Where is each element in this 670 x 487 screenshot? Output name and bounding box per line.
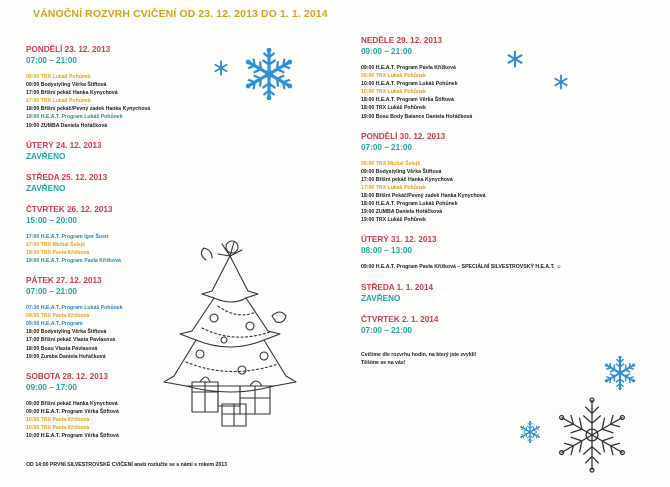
day-block: [361, 314, 661, 336]
class-entry: 18:00 Bodystyling Věrka Štiftová: [26, 329, 107, 336]
class-entry: 18:00 H.E.A.T. Program Věrka Štiftová: [361, 97, 454, 104]
closing-note: [361, 351, 601, 367]
class-entry: 19:00 Zumba Daniela Hořáčková: [26, 353, 106, 360]
christmas-tree-illustration: [152, 236, 307, 431]
day-heading: ÚTERÝ 24. 12. 2013: [26, 140, 102, 150]
class-entry: 19:00 Bosu Body Balance Daniela Hořáčková: [361, 113, 473, 120]
class-entry: 19:00 H.E.A.T. Program Pavla Křížková: [26, 257, 121, 264]
opening-hours: 07:00 – 21:00: [26, 287, 77, 297]
class-entry: 10:00 H.E.A.T. Program Věrka Štiftová: [26, 433, 119, 440]
class-entry: 10:00 TRX Pavla Křížková: [26, 424, 90, 431]
closed-status: ZAVŘENO: [361, 293, 401, 303]
schedule-right-column: [361, 35, 661, 346]
class-entry: 09:00 H.E.A.T. Program Věrka Štiftová: [26, 408, 119, 415]
class-entry: 09:00 TRX Michal Šelejš: [361, 160, 421, 167]
snowflake-outline-icon: [553, 396, 631, 474]
opening-hours: 15:00 – 20:00: [26, 215, 77, 225]
class-entry: 09:00 H.E.A.T. Program Pavla Křížková: [361, 65, 456, 71]
class-entry: 19:00 ZUMBA Daniela Hořáčková: [361, 209, 443, 216]
class-entry: 19:00 ZUMBA Daniela Hořáčková: [26, 122, 108, 129]
day-block: [361, 282, 661, 304]
class-entry: 18:00 Břišní pekáč/Pevný zadek Hanka Kynychová: [26, 106, 151, 113]
class-entry: 17:00 TRX Michal Šelejš: [26, 241, 86, 248]
day-heading: STŘEDA 25. 12. 2013: [26, 172, 108, 182]
snowflake-icon: [213, 60, 229, 76]
opening-hours: 07:00 – 21:00: [361, 142, 412, 152]
class-entry: 19:00 TRX Pavla Křížková: [26, 249, 90, 256]
opening-hours: 07:00 – 21:00: [361, 325, 412, 335]
class-entry: 09:00 TRX Lukáš Pohůnek: [361, 73, 426, 80]
opening-hours: 09:00 – 21:00: [361, 47, 412, 56]
closing-note-line: Těšíme se na vás!: [361, 360, 406, 366]
class-entry: 09:00 Bodystyling Věrka Štiftová: [361, 168, 442, 175]
closed-status: ZAVŘENO: [26, 151, 66, 161]
day-heading: PONDĚLÍ 23. 12. 2013: [26, 45, 111, 54]
class-entry: 09:00 Břišní pekáč Hanka Kynychová: [26, 400, 118, 407]
class-entry: 09:00 H.E.A.T. Program Pavla Křížková – SPECIÁLNÍ SILVESTROVSKÝ H.E.A.T. ☺: [361, 264, 562, 271]
class-entry: 10:00 H.E.A.T. Program Lukáš Pohůnek: [361, 81, 458, 88]
class-entry: 09:00 Bodystyling Věrka Štiftová: [26, 82, 107, 89]
class-entry: 09:00 TRX Pavla Křížková: [26, 313, 90, 320]
day-heading: ČTVRTEK 26. 12. 2013: [26, 204, 113, 214]
page-title: VÁNOČNÍ ROZVRH CVIČENÍ OD 23. 12. 2013 DO 1. 1. 2014: [33, 8, 328, 20]
snowflake-icon: [506, 50, 524, 68]
class-entry: 17:00 Břišní pekáč Hanka Kynychová: [361, 176, 453, 183]
class-entry: 18:00 H.E.A.T. Program Lukáš Pohůnek: [26, 114, 123, 121]
class-entry: 17:00 TRX Lukáš Pohůnek: [26, 98, 91, 105]
day-heading: STŘEDA 1. 1. 2014: [361, 282, 434, 292]
day-heading: ÚTERÝ 31. 12. 2013: [361, 235, 437, 245]
class-entry: 09:00 TRX Lukáš Pohůnek: [26, 74, 91, 80]
class-entry: 19:00 TRX Lukáš Pohůnek: [361, 217, 426, 224]
opening-hours: 09:00 – 17:00: [26, 382, 77, 392]
class-entry: 18:00 Bosu Vlasta Pavlasová: [26, 345, 98, 352]
class-entry: 17:00 Břišní pekáč Hanka Kynychová: [26, 90, 118, 97]
closed-status: ZAVŘENO: [26, 183, 66, 193]
snowflake-icon: [519, 421, 541, 443]
snowflake-icon: [553, 74, 569, 90]
day-block: [361, 131, 661, 225]
snowflake-icon: [603, 356, 637, 390]
class-entry: 18:00 Břišní Pekáč/Pevný zadek Hanka Kynychová: [361, 193, 486, 200]
day-block: [26, 172, 326, 194]
day-block: [361, 234, 661, 271]
class-entry: 10:00 TRX Pavla Křížková: [26, 416, 90, 423]
day-block: [26, 140, 326, 162]
opening-hours: 07:00 – 21:00: [26, 56, 77, 65]
class-entry: 07:30 H.E.A.T. Program Lukáš Pohůnek: [26, 305, 123, 312]
day-heading: ČTVRTEK 2. 1. 2014: [361, 314, 439, 324]
snowflake-icon: [243, 48, 295, 100]
class-entry: 17:00 TRX Lukáš Pohůnek: [361, 184, 426, 191]
class-entry: 10:00 TRX Lukáš Pohůnek: [361, 89, 426, 96]
new-year-note: OD 14:00 PRVNÍ SILVESTROVSKÉ CVIČENÍ aneb rozlučte se s námi s rokem 2013: [26, 462, 228, 468]
day-heading: PONDĚLÍ 30. 12. 2013: [361, 131, 446, 141]
day-block: [361, 35, 661, 121]
day-heading: NEDĚLE 29. 12. 2013: [361, 36, 443, 45]
class-entry: 17:00 H.E.A.T. Program Igor Šustr: [26, 233, 109, 240]
class-entry: 17:00 Břišní pekáč Vlasta Pavlasová: [26, 337, 116, 344]
class-entry: 18:00 TRX Lukáš Pohůnek: [361, 105, 426, 112]
closing-note-line: Cvičíme dle rozvrhu hodin, na který jste zvyklí!: [361, 352, 477, 358]
day-heading: PÁTEK 27. 12. 2013: [26, 276, 102, 286]
opening-hours: 08:00 – 13:00: [361, 246, 412, 256]
day-heading: SOBOTA 28. 12. 2013: [26, 371, 108, 381]
class-entry: 09:00 H.E.A.T. Program: [26, 321, 83, 328]
class-entry: 18:00 H.E.A.T. Program Lukáš Pohůnek: [361, 201, 458, 208]
